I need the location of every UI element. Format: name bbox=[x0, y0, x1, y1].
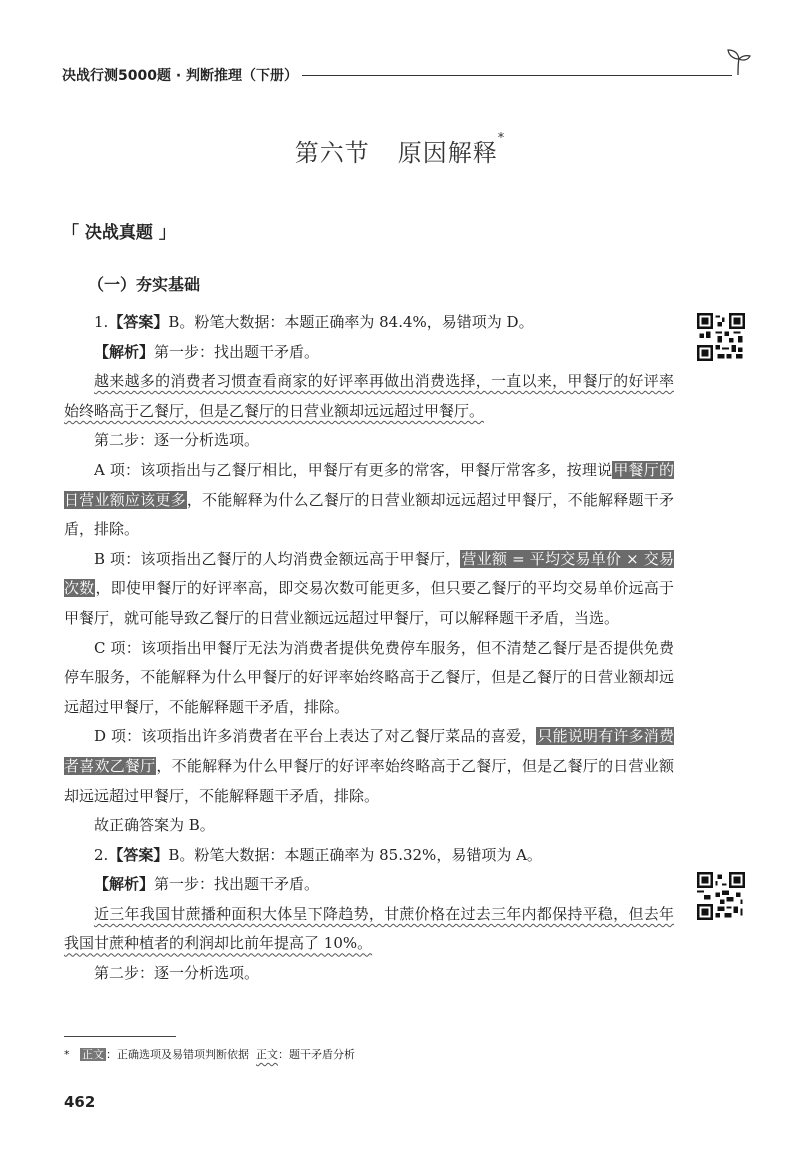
section-title bbox=[0, 133, 800, 168]
q2-stem: 近三年我国甘蔗播种面积大体呈下降趋势，甘蔗价格在过去三年内都保持平稳，但去年我国甘蔗种植者的利润却比前年提高了 10%。 bbox=[64, 904, 674, 953]
box-heading: 「 决战真题 」 bbox=[62, 223, 176, 243]
sub-heading: （一）夯实基础 bbox=[88, 275, 201, 294]
highlight-a: 甲餐厅的日营业额应该更多 bbox=[64, 460, 674, 509]
section-name: 原因解释 bbox=[397, 139, 498, 167]
q1-step2: 第二步：逐一分析选项。 bbox=[94, 431, 260, 450]
section-number: 第六节 bbox=[294, 139, 370, 167]
running-header bbox=[62, 63, 752, 87]
section-mark: * bbox=[497, 131, 506, 146]
q2-analysis: 【解析】第一步：找出题干矛盾。 bbox=[94, 875, 320, 894]
q1-option-a: A 项：该项指出与乙餐厅相比，甲餐厅有更多的常客，甲餐厅常客多，按理说甲餐厅的日营业额应该更多，不能解释为什么乙餐厅的日营业额却远远超过甲餐厅，不能解释题干矛盾，排除。 bbox=[64, 460, 674, 539]
q1-option-d: D 项：该项指出许多消费者在平台上表达了对乙餐厅菜品的喜爱，只能说明有许多消费者喜欢乙餐厅，不能解释为什么甲餐厅的好评率始终略高于乙餐厅，但是乙餐厅的日营业额却远远超过甲餐厅，不能解释题干矛盾，排除。 bbox=[64, 727, 674, 805]
book-title: 决战行测5000题 · 判断推理（下册） bbox=[62, 68, 299, 84]
q1-option-b: B 项：该项指出乙餐厅的人均消费金额远高于甲餐厅，营业额 = 平均交易单价 × 交易次数，即使甲餐厅的好评率高，即交易次数可能更多，但只要乙餐厅的平均交易单价远高于甲餐厅，就可能导致乙餐厅的日营业额远远超过甲餐厅，可以解释题干矛盾，当选。 bbox=[64, 549, 674, 627]
header-rule bbox=[302, 75, 732, 76]
q2-step2: 第二步：逐一分析选项。 bbox=[94, 964, 260, 983]
body-text bbox=[64, 308, 674, 989]
footnote: * 正文 ：正确选项及易错项判断依据 正文：题干矛盾分析 bbox=[64, 1048, 355, 1061]
page-number: 462 bbox=[64, 1093, 96, 1111]
qr-code-icon[interactable] bbox=[697, 313, 745, 361]
footnote-rule bbox=[64, 1036, 176, 1037]
sprout-icon bbox=[724, 47, 752, 77]
q2-answer: 2.【答案】B。粉笔大数据：本题正确率为 85.32%，易错项为 A。 bbox=[94, 845, 542, 864]
highlight-d: 只能说明有许多消费者喜欢乙餐厅 bbox=[64, 727, 674, 775]
q1-stem: 越来越多的消费者习惯查看商家的好评率再做出消费选择，一直以来，甲餐厅的好评率始终略高于乙餐厅，但是乙餐厅的日营业额却远远超过甲餐厅。 bbox=[64, 372, 674, 420]
q1-answer: 1.【答案】B。粉笔大数据：本题正确率为 84.4%，易错项为 D。 bbox=[94, 313, 534, 331]
q1-analysis: 【解析】第一步：找出题干矛盾。 bbox=[94, 342, 320, 361]
qr-code-icon[interactable] bbox=[697, 872, 745, 920]
q1-option-c: C 项：该项指出甲餐厅无法为消费者提供免费停车服务，但不清楚乙餐厅是否提供免费停车服务，不能解释为什么甲餐厅的好评率始终略高于乙餐厅，但是乙餐厅的日营业额却远远超过甲餐厅，不能解释题干矛盾，排除。 bbox=[64, 638, 674, 716]
q1-conclusion: 故正确答案为 B。 bbox=[94, 816, 215, 835]
highlight-b: 营业额 = 平均交易单价 × 交易次数 bbox=[64, 549, 674, 598]
